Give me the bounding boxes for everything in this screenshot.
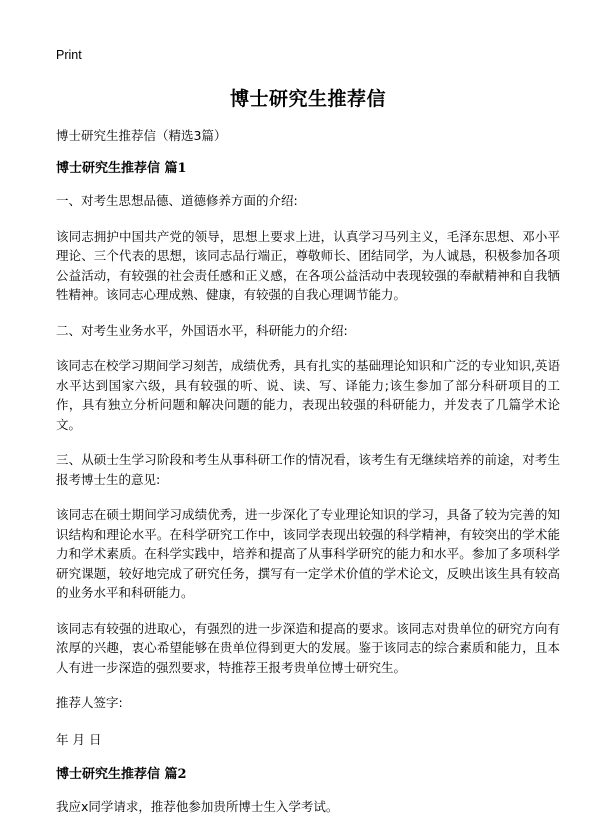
section-1-paragraph-4: 该同志在校学习期间学习刻苦，成绩优秀，具有扎实的基础理论知识和广泛的专业知识,英语水平达到国家六级，具有较强的听、说、读、写、译能力;该生参加了部分科研项目的工作，具有独立分析问题和解决问题的能力，表现出较强的科研能力，并发表了几篇学术论文。 — [56, 358, 560, 432]
print-link[interactable]: Print — [56, 48, 82, 62]
section-1-paragraph-7: 该同志有较强的进取心，有强烈的进一步深造和提高的要求。该同志对贵单位的研究方向有浓厚的兴趣，衷心希望能够在贵单位得到更大的发展。鉴于该同志的综合素质和能力，且本人有进一步深造的强烈要求，特推荐王报考贵单位博士研究生。 — [56, 620, 560, 675]
section-1-paragraph-5: 三、从硕士生学习阶段和考生从事科研工作的情况看，该考生有无继续培养的前途，对考生报考博士生的意见: — [56, 452, 560, 487]
section-2-paragraph-1: 我应x同学请求，推荐他参加贵所博士生入学考试。 — [56, 799, 339, 814]
document-title: 博士研究生推荐信 — [229, 88, 386, 110]
section-2-heading: 博士研究生推荐信 篇2 — [56, 767, 187, 782]
section-1-paragraph-6: 该同志在硕士期间学习成绩优秀，进一步深化了专业理论知识的学习，具备了较为完善的知识结构和理论水平。在科学研究工作中，该同学表现出较强的科学精神，有较突出的学术能力和学术素质。在科学实践中，培养和提高了从事科学研究的能力和水平。参加了多项科学研究课题，较好地完成了研究任务，撰写有一定学术价值的学术论文，反映出该生具有较高的业务水平和科研能力。 — [56, 507, 560, 600]
signature-line: 推荐人签字: — [56, 695, 123, 710]
section-1-paragraph-1: 一、对考生思想品德、道德修养方面的介绍: — [56, 193, 298, 208]
date-line: 年 月 日 — [56, 731, 102, 747]
document-subtitle: 博士研究生推荐信（精选3篇） — [56, 128, 227, 143]
section-1-heading: 博士研究生推荐信 篇1 — [56, 161, 187, 176]
section-1-paragraph-2: 该同志拥护中国共产党的领导，思想上要求上进，认真学习马列主义，毛泽东思想、邓小平理论、三个代表的思想，该同志品行端正，尊敬师长、团结同学，为人诚恳，积极参加各项公益活动，有较强的社会责任感和正义感，在各项公益活动中表现较强的奉献精神和自我牺牲精神。该同志心理成熟、健康，有较强的自我心理调节能力。 — [56, 228, 560, 302]
section-1-paragraph-3: 二、对考生业务水平，外国语水平，科研能力的介绍: — [56, 322, 348, 338]
